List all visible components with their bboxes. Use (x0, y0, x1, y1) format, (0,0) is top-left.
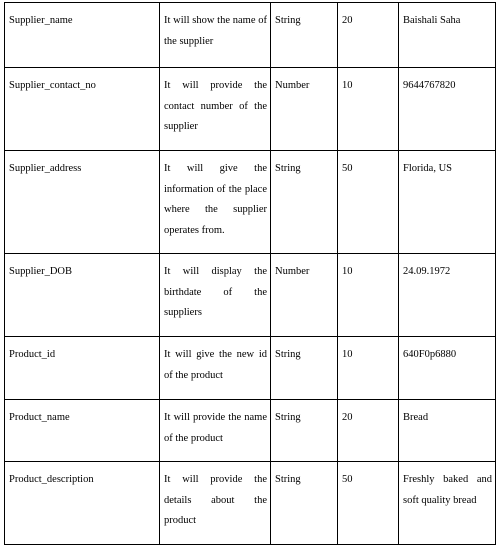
example-cell: Florida, US (399, 151, 496, 254)
description-cell: It will provide the details about the product (160, 462, 271, 545)
field-name-cell: Product_id (5, 337, 160, 400)
table-row (5, 400, 496, 462)
field-size-cell: 20 (338, 3, 399, 68)
description-cell: It will provide the contact number of the supplier (160, 68, 271, 151)
data-type-cell: String (271, 151, 338, 254)
data-type-cell: String (271, 400, 338, 462)
table-row (5, 462, 496, 545)
field-size-cell: 20 (338, 400, 399, 462)
field-size-cell: 10 (338, 254, 399, 337)
field-name-cell: Supplier_address (5, 151, 160, 254)
data-type-cell: String (271, 337, 338, 400)
description-cell: It will give the new id of the product (160, 337, 271, 400)
example-cell: 640F0p6880 (399, 337, 496, 400)
example-cell: 24.09.1972 (399, 254, 496, 337)
table-row (5, 151, 496, 254)
data-type-cell: Number (271, 68, 338, 151)
field-name-cell: Supplier_name (5, 3, 160, 68)
data-type-cell: String (271, 3, 338, 68)
example-cell: Bread (399, 400, 496, 462)
description-cell: It will give the information of the place where the supplier operates from. (160, 151, 271, 254)
data-type-cell: String (271, 462, 338, 545)
field-size-cell: 50 (338, 151, 399, 254)
field-name-cell: Supplier_DOB (5, 254, 160, 337)
field-name-cell: Product_name (5, 400, 160, 462)
field-size-cell: 10 (338, 337, 399, 400)
field-name-cell: Supplier_contact_no (5, 68, 160, 151)
example-cell: Baishali Saha (399, 3, 496, 68)
table-row (5, 337, 496, 400)
table-row (5, 254, 496, 337)
description-cell: It will show the name of the supplier (160, 3, 271, 68)
description-cell: It will provide the name of the product (160, 400, 271, 462)
field-name-cell: Product_description (5, 462, 160, 545)
table-row (5, 3, 496, 68)
field-size-cell: 10 (338, 68, 399, 151)
data-type-cell: Number (271, 254, 338, 337)
example-cell: 9644767820 (399, 68, 496, 151)
description-cell: It will display the birthdate of the suppliers (160, 254, 271, 337)
data-dictionary-table (4, 2, 496, 545)
field-size-cell: 50 (338, 462, 399, 545)
example-cell: Freshly baked and soft quality bread (399, 462, 496, 545)
table-row (5, 68, 496, 151)
